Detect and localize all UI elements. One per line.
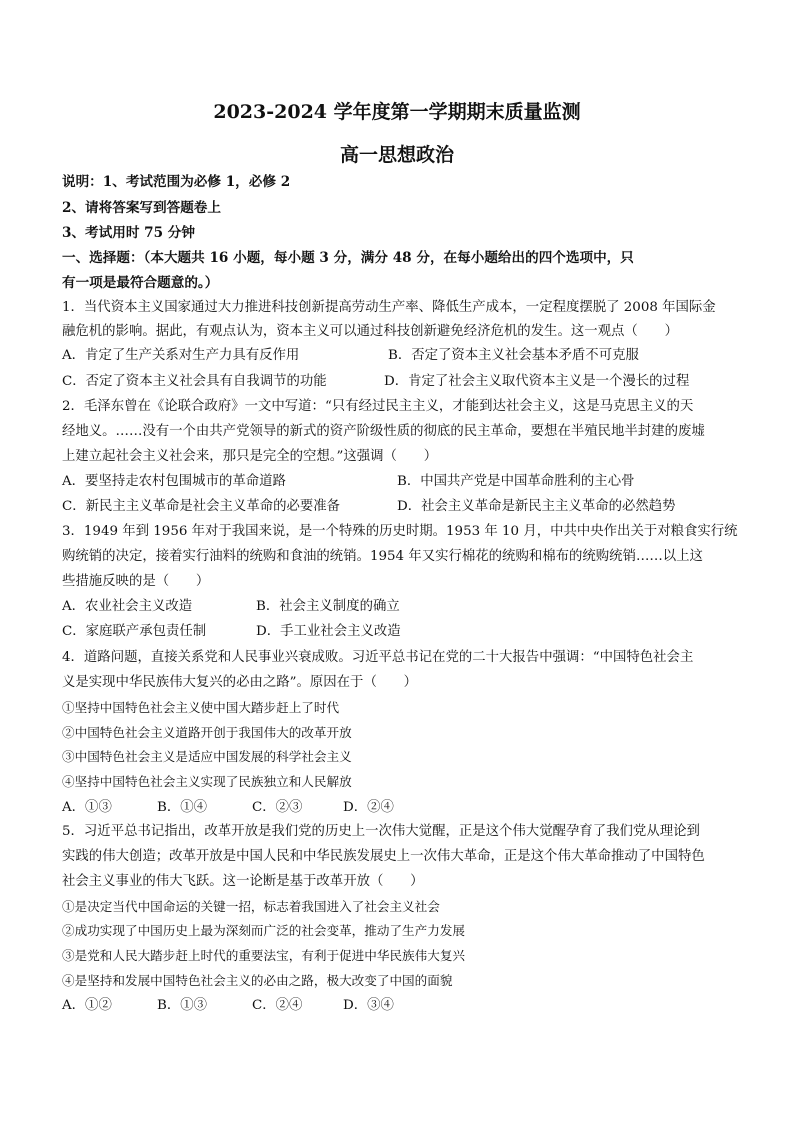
question-stem-line: 购统销的决定，接着实行油料的统购和食油的统销。1954 年又实行棉花的统购和棉布的统购统销……以上这	[62, 549, 703, 564]
option-a[interactable]: A．①③	[62, 800, 112, 815]
statement-item: ④坚持中国特色社会主义实现了民族独立和人民解放	[62, 774, 352, 789]
option-b[interactable]: B．否定了资本主义社会基本矛盾不可克服	[388, 348, 639, 363]
option-c[interactable]: C．否定了资本主义社会具有自我调节的功能	[62, 374, 327, 389]
option-b[interactable]: B．中国共产党是中国革命胜利的主心骨	[397, 474, 635, 489]
statement-item: ③中国特色社会主义是适应中国发展的科学社会主义	[62, 749, 352, 764]
question-stem-line: 5．习近平总书记指出，改革开放是我们党的历史上一次伟大觉醒，正是这个伟大觉醒孕育了我们党从理论到	[62, 824, 700, 839]
option-d[interactable]: D．②④	[343, 800, 394, 815]
option-a[interactable]: A．要坚持走农村包围城市的革命道路	[62, 474, 286, 489]
option-a[interactable]: A．①②	[62, 998, 112, 1013]
question-stem-line: 经地义。……没有一个由共产党领导的新式的资产阶级性质的彻底的民主革命，要想在半殖民地半封建的废墟	[62, 424, 705, 439]
option-b[interactable]: B．社会主义制度的确立	[256, 599, 400, 614]
statement-item: ④是坚持和发展中国特色社会主义的必由之路，极大改变了中国的面貌	[62, 973, 453, 988]
question-stem-line: 4．道路问题，直接关系党和人民事业兴衰成败。习近平总书记在党的二十大报告中强调：“中国特色社会主	[62, 650, 694, 665]
section-heading-cont: 有一项是最符合题意的。）	[62, 275, 219, 291]
option-c[interactable]: C．②③	[252, 800, 303, 815]
question-stem-line: 实践的伟大创造；改革开放是中国人民和中华民族发展史上一次伟大革命，正是这个伟大革命推动了中国特色	[62, 849, 705, 864]
option-a[interactable]: A．肯定了生产关系对生产力具有反作用	[62, 348, 300, 363]
option-a[interactable]: A．农业社会主义改造	[62, 599, 193, 614]
statement-item: ②成功实现了中国历史上最为深刻而广泛的社会变革，推动了生产力发展	[62, 923, 465, 938]
note-answer-sheet: 2、请将答案写到答题卷上	[62, 200, 221, 216]
option-c[interactable]: C．②④	[252, 998, 303, 1013]
option-d[interactable]: D．③④	[343, 998, 394, 1013]
note-duration: 3、考试用时 75 分钟	[62, 225, 195, 241]
option-d[interactable]: D．手工业社会主义改造	[256, 624, 401, 639]
page-title: 2023-2024 学年度第一学期期末质量监测	[213, 101, 581, 123]
page-subtitle: 高一思想政治	[339, 144, 454, 166]
option-b[interactable]: B．①④	[157, 800, 208, 815]
statement-item: ③是党和人民大踏步赶上时代的重要法宝，有利于促进中华民族伟大复兴	[62, 948, 465, 963]
option-c[interactable]: C．家庭联产承包责任制	[62, 624, 207, 639]
question-stem-line: 3．1949 年到 1956 年对于我国来说，是一个特殊的历史时期。1953 年 10 月，中共中央作出关于对粮食实行统	[62, 524, 738, 539]
question-stem-line: 些措施反映的是（ ）	[62, 574, 210, 589]
option-d[interactable]: D．肯定了社会主义取代资本主义是一个漫长的过程	[384, 374, 690, 389]
question-stem-line: 义是实现中华民族伟大复兴的必由之路”。原因在于（ ）	[62, 675, 417, 690]
statement-item: ②中国特色社会主义道路开创于我国伟大的改革开放	[62, 725, 352, 740]
section-heading: 一、选择题：（本大题共 16 小题，每小题 3 分，满分 48 分，在每小题给出的四个选项中，只	[62, 250, 634, 266]
option-b[interactable]: B．①③	[157, 998, 208, 1013]
question-stem-line: 2．毛泽东曾在《论联合政府》一文中写道：“只有经过民主主义，才能到达社会主义，这是马克思主义的天	[62, 399, 694, 414]
question-stem-line: 1．当代资本主义国家通过大力推进科技创新提高劳动生产率、降低生产成本，一定程度摆脱了 2008 年国际金	[62, 300, 716, 315]
option-c[interactable]: C．新民主主义革命是社会主义革命的必要准备	[62, 499, 341, 514]
statement-item: ①坚持中国特色社会主义使中国大踏步赶上了时代	[62, 700, 340, 715]
option-d[interactable]: D．社会主义革命是新民主主义革命的必然趋势	[397, 499, 676, 514]
question-stem-line: 社会主义事业的伟大飞跃。这一论断是基于改革开放（ ）	[62, 874, 424, 889]
note-scope: 说明：1、考试范围为必修 1，必修 2	[62, 174, 291, 190]
statement-item: ①是决定当代中国命运的关键一招，标志着我国进入了社会主义社会	[62, 899, 440, 914]
question-stem-line: 上建立起社会主义社会来，那只是完全的空想。”这强调（ ）	[62, 449, 438, 464]
question-stem-line: 融危机的影响。据此，有观点认为，资本主义可以通过科技创新避免经济危机的发生。这一观点（ ）	[62, 324, 678, 339]
